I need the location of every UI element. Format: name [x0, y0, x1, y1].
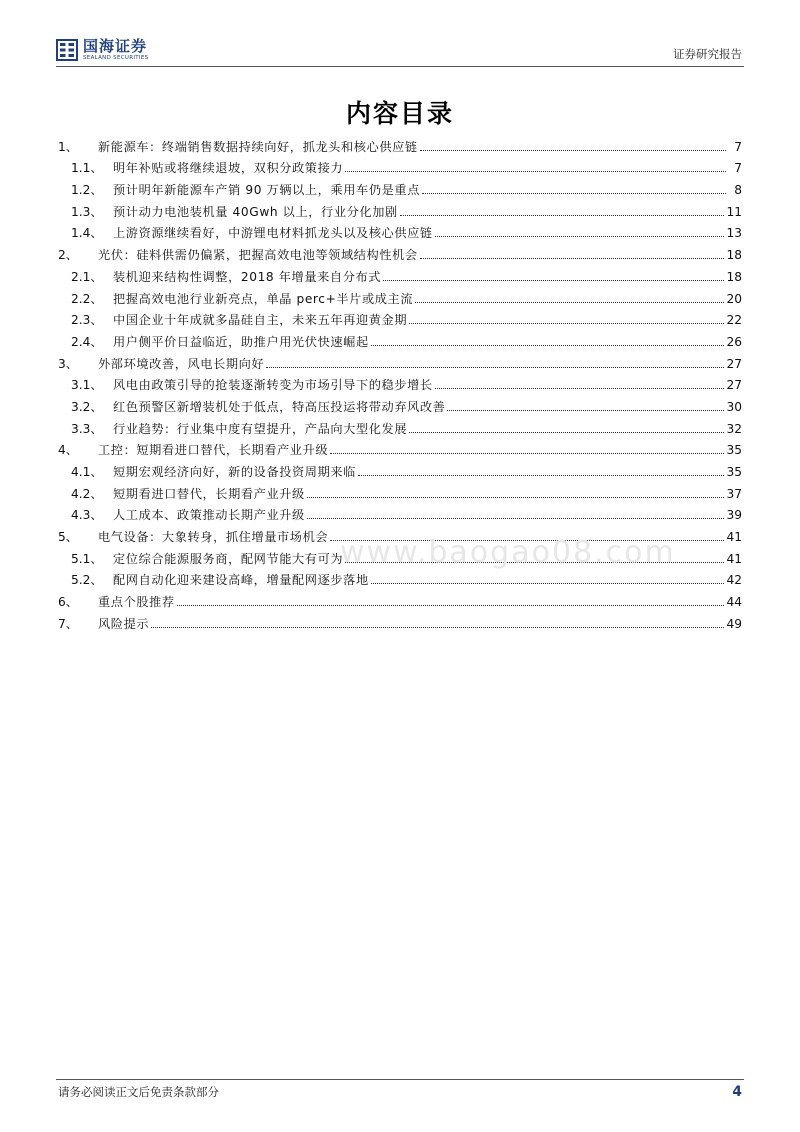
toc-entry-title: 配网自动化迎来建设高峰，增量配网逐步落地: [113, 573, 369, 588]
toc-entry-number: 3.1、: [71, 378, 103, 393]
toc-entry[interactable]: [58, 567, 742, 589]
toc-entry-page: 32: [726, 421, 742, 436]
toc-entry-number: 2.4、: [71, 334, 103, 349]
toc-entry[interactable]: [58, 307, 742, 329]
report-type-label: 证券研究报告: [673, 47, 742, 61]
toc-leader-dots: [151, 626, 724, 628]
sealand-logo-icon: [56, 38, 78, 62]
toc-leader-dots: [422, 192, 726, 194]
toc-entry-number: 3.2、: [71, 399, 103, 414]
toc-entry[interactable]: [58, 263, 742, 285]
toc-entry-page: 44: [726, 595, 742, 610]
toc-entry-page: 20: [726, 291, 742, 306]
toc-entry-page: 42: [726, 573, 742, 588]
toc-leader-dots: [420, 257, 725, 259]
toc-entry-title: 预计动力电池装机量 40Gwh 以上，行业分化加剧: [113, 204, 398, 219]
toc-entry[interactable]: [58, 350, 742, 372]
toc-leader-dots: [400, 214, 725, 216]
toc-entry-title: 风电由政策引导的抢装逐渐转变为市场引导下的稳步增长: [113, 378, 433, 393]
toc-entry-title: 外部环境改善，风电长期向好: [98, 356, 265, 371]
logo-chinese-name: 国海证券: [83, 37, 148, 55]
toc-entry[interactable]: [58, 458, 742, 480]
toc-entry-page: 41: [726, 530, 742, 545]
toc-entry-number: 2.3、: [71, 313, 103, 328]
toc-entry-title: 上游资源继续看好，中游锂电材料抓龙头以及核心供应链: [113, 226, 433, 241]
toc-entry-page: 7: [734, 161, 742, 176]
toc-leader-dots: [415, 301, 724, 303]
toc-entry-number: 1.3、: [71, 204, 103, 219]
toc-entry[interactable]: [58, 241, 742, 263]
toc-entry[interactable]: [58, 393, 742, 415]
toc-entry-number: 3.3、: [71, 421, 103, 436]
toc-entry-title: 电气设备：大象转身，抓住增量市场机会: [98, 530, 329, 545]
toc-entry-page: 49: [726, 616, 742, 631]
toc-entry-page: 11: [726, 204, 742, 219]
disclaimer-note: 请务必阅读正文后免责条款部分: [58, 1085, 219, 1099]
toc-entry-page: 13: [726, 226, 742, 241]
toc-leader-dots: [371, 344, 725, 346]
toc-leader-dots: [307, 496, 725, 498]
toc-entry[interactable]: [58, 133, 742, 155]
toc-entry-title: 红色预警区新增装机处于低点，特高压投运将带动弃风改善: [113, 399, 446, 414]
page-title: 内容目录: [345, 99, 454, 128]
toc-leader-dots: [358, 474, 725, 476]
toc-entry-number: 2.1、: [71, 269, 103, 284]
toc-entry-title: 光伏：硅料供需仍偏紧，把握高效电池等领域结构性机会: [98, 248, 418, 263]
toc-entry-page: 37: [726, 486, 742, 501]
toc-entry-number: 1.2、: [71, 183, 103, 198]
toc-entry-title: 预计明年新能源车产销 90 万辆以上，乘用车仍是重点: [113, 183, 420, 198]
toc-entry-page: 18: [726, 248, 742, 263]
toc-entry-number: 1、: [58, 139, 78, 154]
toc-entry-title: 风险提示: [98, 616, 150, 631]
toc-leader-dots: [383, 279, 724, 281]
toc-entry-title: 把握高效电池行业新亮点，单晶 perc+半片或成主流: [113, 291, 414, 306]
toc-entry[interactable]: [58, 588, 742, 610]
page-header: [0, 0, 800, 70]
toc-entry-number: 5、: [58, 530, 78, 545]
toc-entry-title: 人工成本、政策推动长期产业升级: [113, 508, 305, 523]
toc-leader-dots: [435, 387, 725, 389]
toc-leader-dots: [307, 517, 725, 519]
toc-entry[interactable]: [58, 437, 742, 459]
toc-leader-dots: [345, 170, 726, 172]
toc-entry-title: 新能源车：终端销售数据持续向好，抓龙头和核心供应链: [98, 139, 418, 154]
toc-entry-number: 2、: [58, 248, 78, 263]
toc-entry-title: 用户侧平价日益临近，助推户用光伏快速崛起: [113, 334, 369, 349]
toc-entry[interactable]: [58, 220, 742, 242]
toc-leader-dots: [266, 366, 724, 368]
company-logo: [56, 38, 148, 62]
toc-entry-page: 7: [734, 139, 742, 154]
toc-leader-dots: [435, 235, 725, 237]
toc-entry[interactable]: [58, 502, 742, 524]
logo-english-name: SEALAND SECURITIES: [83, 55, 149, 61]
toc-leader-dots: [420, 149, 726, 151]
toc-entry-number: 7、: [58, 616, 78, 631]
toc-entry-number: 1.1、: [71, 161, 103, 176]
toc-entry-number: 5.2、: [71, 573, 103, 588]
toc-leader-dots: [330, 452, 724, 454]
toc-entry[interactable]: [58, 610, 742, 632]
toc-entry-page: 35: [726, 443, 742, 458]
toc-entry[interactable]: [58, 155, 742, 177]
toc-entry[interactable]: [58, 285, 742, 307]
footer-divider: [56, 1079, 744, 1080]
toc-entry-title: 重点个股推荐: [98, 595, 175, 610]
toc-entry-number: 5.1、: [71, 551, 103, 566]
toc-entry-title: 行业趋势：行业集中度有望提升，产品向大型化发展: [113, 421, 408, 436]
page-number: 4: [732, 1084, 742, 1100]
toc-entry-page: 22: [726, 313, 742, 328]
toc-entry-page: 8: [734, 183, 742, 198]
toc-entry-title: 明年补贴或将继续退坡，双积分政策接力: [113, 161, 344, 176]
toc-entry-page: 27: [726, 378, 742, 393]
toc-entry[interactable]: [58, 372, 742, 394]
toc-entry-title: 工控：短期看进口替代，长期看产业升级: [98, 443, 329, 458]
toc-leader-dots: [177, 604, 725, 606]
toc-leader-dots: [409, 431, 724, 433]
toc-entry-title: 中国企业十年成就多晶硅自主，未来五年再迎黄金期: [113, 313, 408, 328]
toc-leader-dots: [371, 582, 725, 584]
toc-entry-page: 18: [726, 269, 742, 284]
toc-entry-number: 4.2、: [71, 486, 103, 501]
header-divider: [56, 66, 744, 67]
toc-entry-title: 短期宏观经济向好，新的设备投资周期来临: [113, 465, 356, 479]
toc-entry-title: 定位综合能源服务商，配网节能大有可为: [113, 551, 344, 566]
toc-entry-number: 4.3、: [71, 508, 103, 523]
toc-entry[interactable]: [58, 415, 742, 437]
toc-leader-dots: [409, 322, 724, 324]
toc-entry[interactable]: [58, 198, 742, 220]
toc-entry[interactable]: [58, 176, 742, 198]
toc-entry-number: 2.2、: [71, 291, 103, 306]
toc-entry-page: 35: [726, 465, 742, 479]
toc-entry-page: 39: [726, 508, 742, 523]
toc-entry-number: 4、: [58, 443, 78, 458]
toc-leader-dots: [447, 409, 724, 411]
toc-entry-number: 6、: [58, 595, 78, 610]
toc-entry-title: 装机迎来结构性调整，2018 年增量来自分布式: [113, 269, 382, 284]
toc-entry[interactable]: [58, 328, 742, 350]
toc-entry-number: 1.4、: [71, 226, 103, 241]
toc-entry-number: 3、: [58, 356, 78, 371]
toc-entry-number: 4.1、: [71, 465, 103, 479]
toc-entry-page: 30: [726, 399, 742, 414]
toc-entry-page: 26: [726, 334, 742, 349]
watermark: www.baogao08.com: [340, 535, 676, 570]
toc-entry-title: 短期看进口替代，长期看产业升级: [113, 486, 305, 501]
toc-entry-page: 41: [726, 551, 742, 566]
toc-entry[interactable]: [58, 480, 742, 502]
toc-entry-page: 27: [726, 356, 742, 371]
